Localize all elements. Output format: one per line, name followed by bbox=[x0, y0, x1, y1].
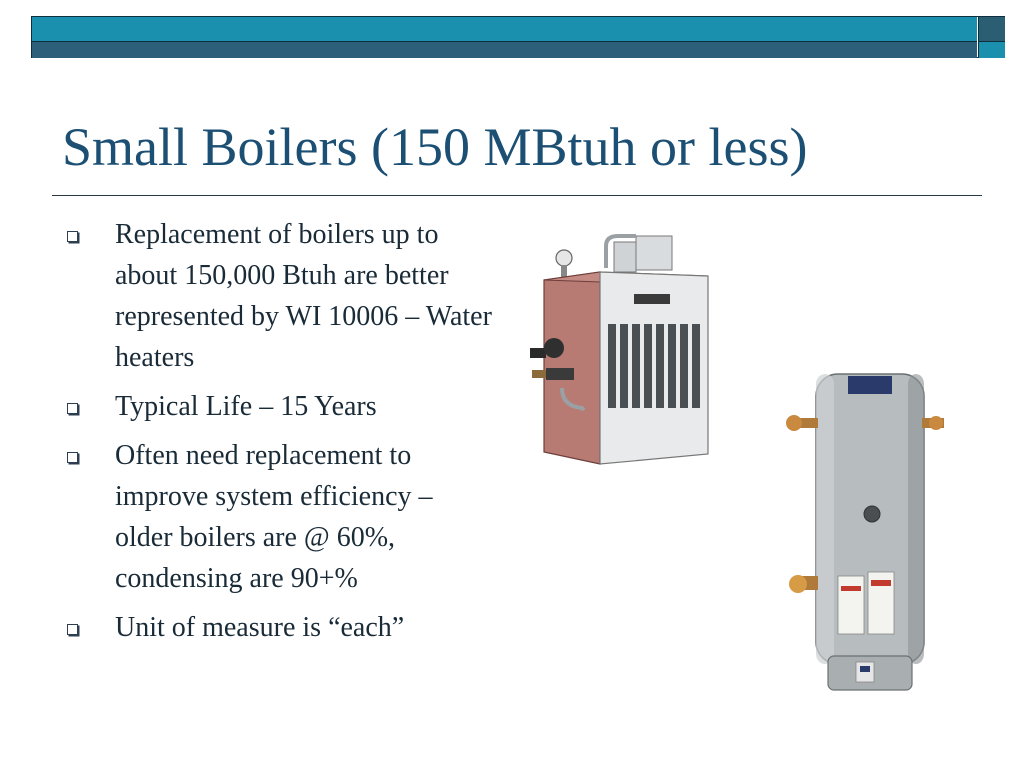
bullet-item bbox=[62, 214, 492, 378]
accent-band-top bbox=[32, 17, 977, 41]
bullet-text: Typical Life – 15 Years bbox=[115, 391, 377, 422]
square-bullet-icon bbox=[67, 403, 78, 414]
bullet-item bbox=[62, 607, 492, 648]
boiler-image bbox=[526, 228, 712, 466]
bullet-text: Often need replacement to improve system efficiency – older boilers are @ 60%, condensing are 90+% bbox=[115, 440, 433, 594]
water-heater-image bbox=[776, 366, 946, 696]
title-divider bbox=[52, 195, 982, 196]
square-bullet-icon bbox=[67, 624, 78, 635]
bullet-item bbox=[62, 386, 492, 427]
bullet-text: Replacement of boilers up to about 150,000 Btuh are better represented by WI 10006 – Water heaters bbox=[115, 219, 492, 373]
square-bullet-icon bbox=[67, 231, 78, 242]
bullet-item bbox=[62, 435, 492, 599]
accent-band-bottom bbox=[32, 41, 977, 58]
square-bullet-icon bbox=[67, 452, 78, 463]
bullet-list bbox=[62, 214, 492, 656]
accent-square-top bbox=[978, 17, 1005, 41]
bullet-text: Unit of measure is “each” bbox=[115, 612, 405, 643]
slide-title: Small Boilers (150 MBtuh or less) bbox=[62, 117, 808, 177]
accent-square-bottom bbox=[978, 41, 1005, 58]
header-accent-bar bbox=[31, 16, 1005, 58]
